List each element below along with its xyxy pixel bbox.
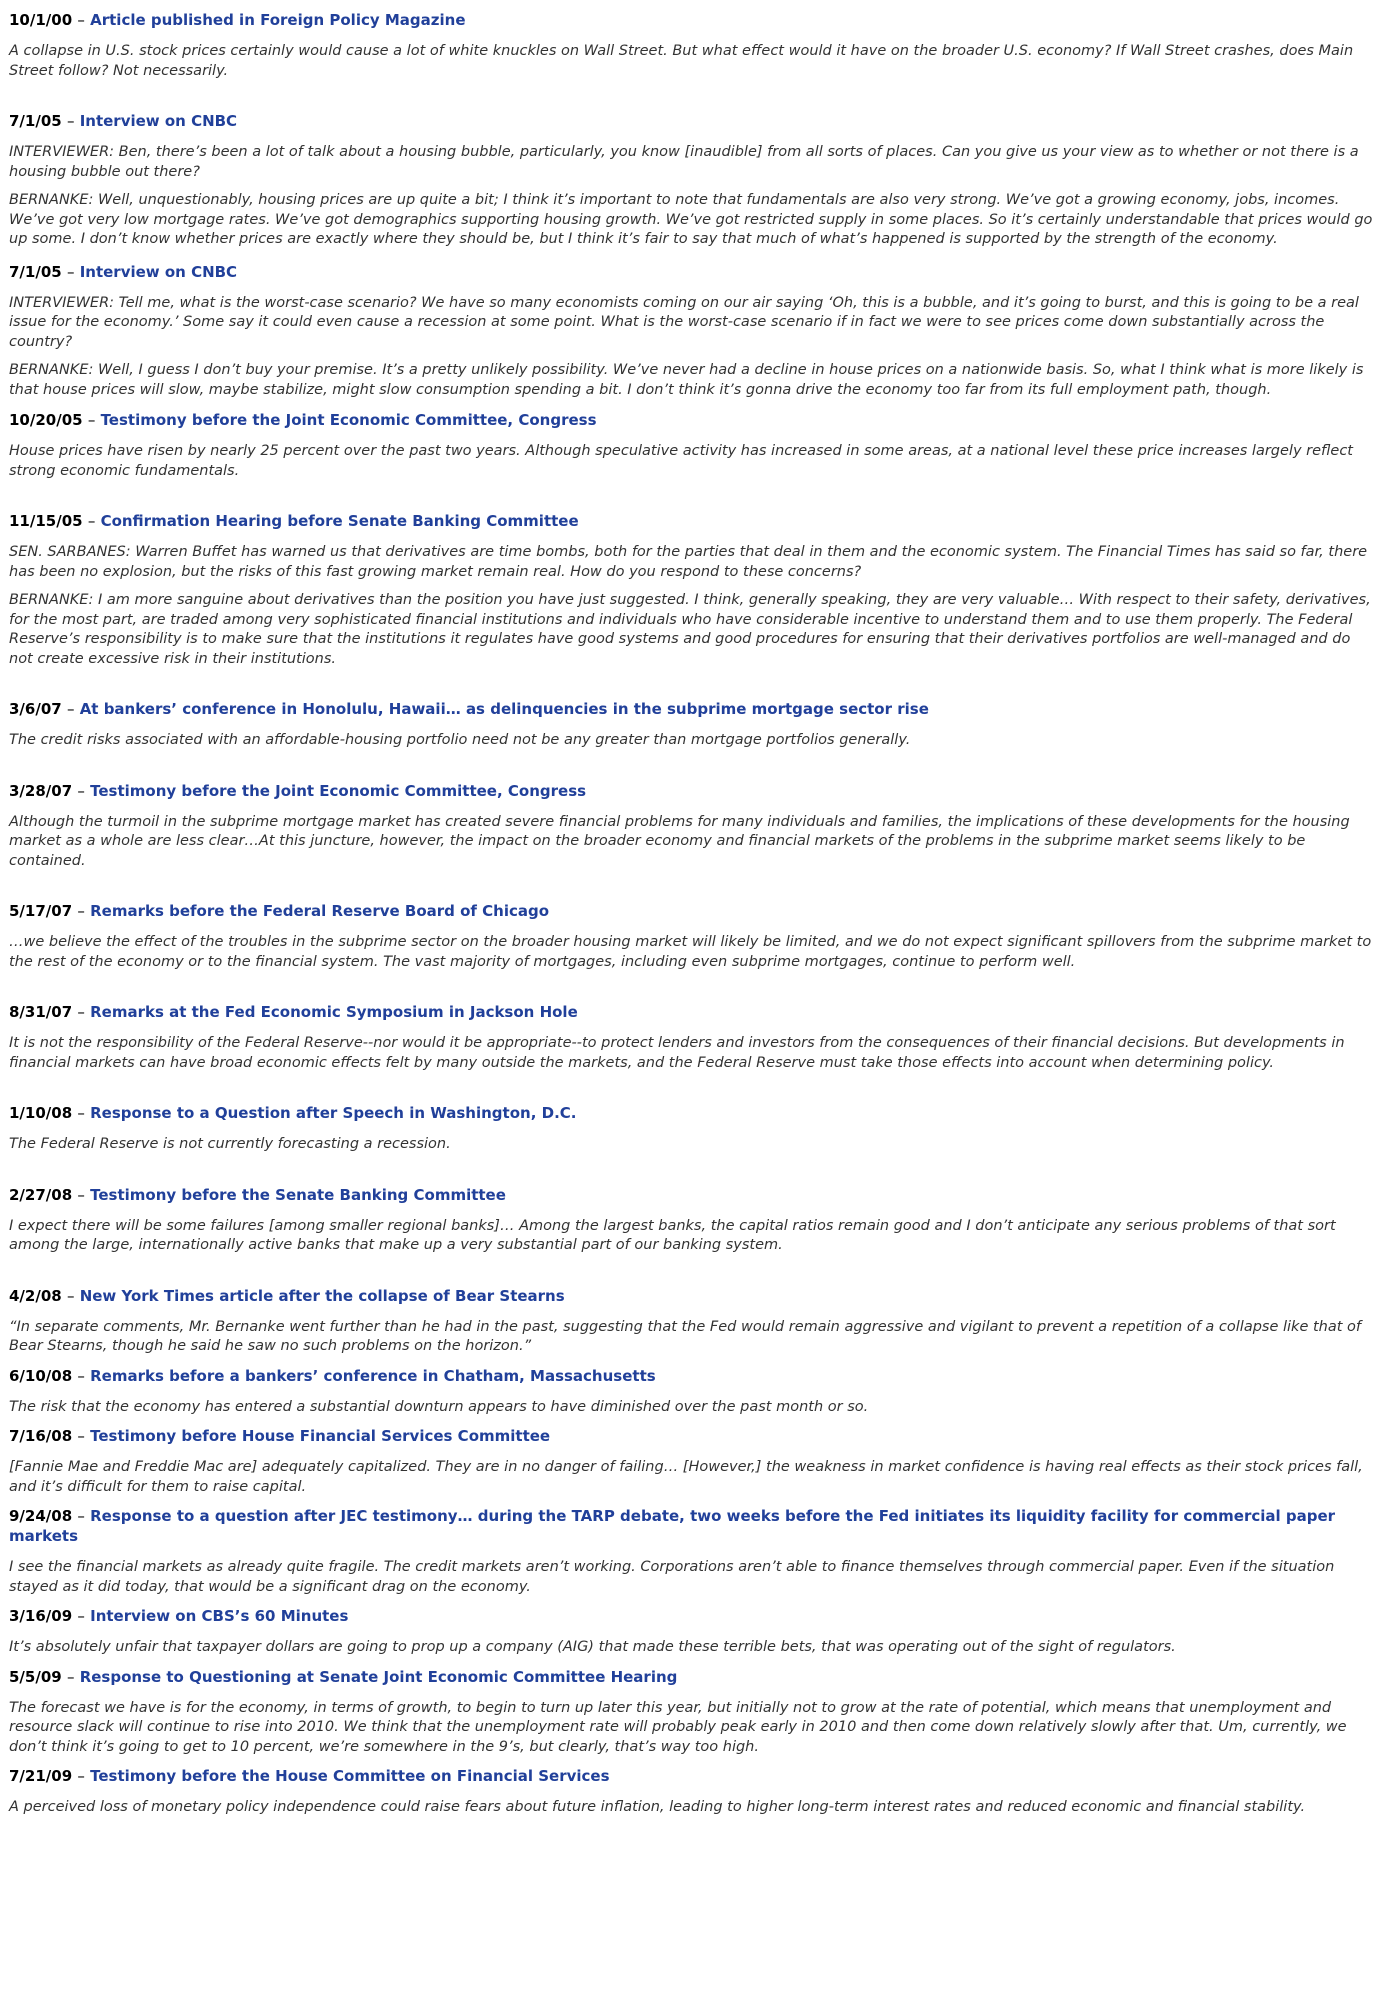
quote-paragraph: “In separate comments, Mr. Bernanke went further than he had in the past, suggesting that the Fed would remain aggressive and vigilant to prevent a repetition of a collapse like that of Bear Stearns, though he said he saw no such problems on the horizon.” bbox=[9, 1318, 1362, 1354]
date-separator: – bbox=[77, 11, 85, 29]
entry-heading bbox=[9, 1766, 1376, 1786]
date-separator: – bbox=[77, 1104, 85, 1122]
entry-source-link[interactable]: Interview on CNBC bbox=[79, 112, 238, 130]
timeline-entry bbox=[9, 410, 1376, 481]
entry-date: 3/28/07 bbox=[9, 781, 73, 800]
date-separator: – bbox=[77, 1607, 85, 1625]
entry-source-link[interactable]: Testimony before the House Committee on Financial Services bbox=[90, 1767, 610, 1785]
quote-paragraph: BERNANKE: Well, unquestionably, housing prices are up quite a bit; I think it’s important to note that fundamentals are also very strong. We’ve got a growing economy, jobs, incomes. We’ve got very low mortgage rates. We’ve got demographics supporting housing growth. We’ve got restricted supply in some places. So it’s certainly understandable that prices would go up some. I don’t know whether prices are exactly where they should be, but I think it’s fair to say that much of what’s happened is supported by the strength of the economy. bbox=[9, 192, 1373, 247]
entry-heading bbox=[9, 1667, 1376, 1687]
timeline-entry bbox=[9, 1506, 1376, 1597]
entry-heading bbox=[9, 410, 1376, 430]
entry-date: 9/24/08 bbox=[9, 1507, 73, 1525]
quote-paragraph: House prices have risen by nearly 25 percent over the past two years. Although speculative activity has increased in some areas, at a national level these price increases largely reflect strong economic fundamentals. bbox=[9, 443, 1353, 479]
entry-source-link[interactable]: Confirmation Hearing before Senate Banking Committee bbox=[100, 512, 579, 530]
timeline-entry bbox=[9, 1103, 1376, 1155]
entry-heading bbox=[9, 1103, 1376, 1123]
entry-heading bbox=[9, 1185, 1376, 1205]
entry-heading bbox=[9, 511, 1376, 531]
quote-paragraph: …we believe the effect of the troubles in the subprime sector on the broader housing market will likely be limited, and we do not expect significant spillovers from the subprime market to the rest of the economy or to the financial system. The vast majority of mortgages, including even subprime mortgages, continue to perform well. bbox=[9, 934, 1372, 970]
entry-source-link[interactable]: Remarks before a bankers’ conference in Chatham, Massachusetts bbox=[90, 1366, 656, 1385]
timeline-entry bbox=[9, 1366, 1376, 1418]
quote-paragraph: INTERVIEWER: Tell me, what is the worst-case scenario? We have so many economists coming on our air saying ‘Oh, this is a bubble, and it’s going to burst, and this is going to be a real issue for the economy.’ Some say it could even cause a recession at some point. What is the worst-case scenario if in fact we were to see prices come down substantially across the country? bbox=[9, 294, 1359, 350]
timeline-entry bbox=[9, 262, 1376, 401]
quote-paragraph: The risk that the economy has entered a substantial downturn appears to have diminished over the past month or so. bbox=[9, 1398, 869, 1415]
entry-source-link[interactable]: At bankers’ conference in Honolulu, Hawaii… as delinquencies in the subprime mortgage sector rise bbox=[79, 700, 929, 718]
date-separator: – bbox=[77, 1767, 85, 1785]
date-separator: – bbox=[77, 1185, 85, 1204]
entry-source-link[interactable]: Response to Questioning at Senate Joint Economic Committee Hearing bbox=[79, 1667, 678, 1686]
quote-paragraph: INTERVIEWER: Ben, there’s been a lot of talk about a housing bubble, particularly, you know [inaudible] from all sorts of places. Can you give us your view as to whether or not there is a housing bubble out there? bbox=[9, 144, 1359, 180]
entry-date: 10/20/05 bbox=[9, 411, 83, 429]
entry-date: 2/27/08 bbox=[9, 1185, 73, 1204]
timeline-entry bbox=[9, 1766, 1376, 1818]
entry-heading bbox=[9, 1606, 1376, 1626]
quote-paragraph: The forecast we have is for the economy, in terms of growth, to begin to turn up later this year, but initially not to grow at the rate of potential, which means that unemployment and resource slack will continue to rise into 2010. We think that the unemployment rate will probably peak early in 2010 and then come down relatively slowly after that. Um, currently, we don’t think it’s going to get to 10 percent, we’re somewhere in the 9’s, but clearly, that’s way too high. bbox=[9, 1699, 1347, 1755]
entry-date: 1/10/08 bbox=[9, 1104, 73, 1122]
entry-heading bbox=[9, 262, 1376, 282]
date-separator: – bbox=[77, 1427, 85, 1445]
entry-source-link[interactable]: Response to a question after JEC testimony… during the TARP debate, two weeks before the Fed initiates its liquidity facility for commercial paper markets bbox=[9, 1507, 1336, 1545]
entry-date: 3/16/09 bbox=[9, 1607, 73, 1625]
date-separator: – bbox=[66, 1667, 75, 1686]
entry-source-link[interactable]: Response to a Question after Speech in Washington, D.C. bbox=[90, 1104, 577, 1122]
entry-heading bbox=[9, 1002, 1376, 1022]
timeline-entry bbox=[9, 10, 1376, 81]
quote-paragraph: I see the financial markets as already quite fragile. The credit markets aren’t working. Corporations aren’t able to finance themselves through commercial paper. Even if the situation stayed as it did today, that would be a significant drag on the economy. bbox=[9, 1559, 1335, 1595]
entry-source-link[interactable]: Remarks at the Fed Economic Symposium in Jackson Hole bbox=[90, 1003, 578, 1021]
entry-date: 11/15/05 bbox=[9, 512, 83, 530]
date-separator: – bbox=[77, 1003, 85, 1021]
date-separator: – bbox=[66, 1286, 75, 1305]
date-separator: – bbox=[66, 700, 75, 718]
quote-paragraph: Although the turmoil in the subprime mortgage market has created severe financial problems for many individuals and families, the implications of these developments for the housing market as a whole are less clear…At this juncture, however, the impact on the broader economy and financial markets of the problems in the subprime market seems likely to be contained. bbox=[9, 813, 1350, 869]
entry-date: 3/6/07 bbox=[9, 700, 62, 718]
entry-source-link[interactable]: Remarks before the Federal Reserve Board of Chicago bbox=[90, 902, 550, 920]
entry-heading bbox=[9, 1426, 1376, 1446]
entry-source-link[interactable]: Interview on CNBC bbox=[79, 262, 238, 281]
date-separator: – bbox=[77, 1366, 85, 1385]
entry-date: 5/17/07 bbox=[9, 902, 73, 920]
quote-paragraph: BERNANKE: Well, I guess I don’t buy your premise. It’s a pretty unlikely possibility. We’ve never had a decline in house prices on a nationwide basis. So, what I think what is more likely is that house prices will slow, maybe stabilize, might slow consumption spending a bit. I don’t think it’s gonna drive the economy too far from its full employment path, though. bbox=[9, 362, 1364, 398]
entry-heading bbox=[9, 111, 1376, 131]
quote-paragraph: BERNANKE: I am more sanguine about derivatives than the position you have just suggested. I think, generally speaking, they are very valuable… With respect to their safety, derivatives, for the most part, are traded among very sophisticated financial institutions and individuals who have considerable incentive to understand them and to use them properly. The Federal Reserve’s responsibility is to make sure that the institutions it regulates have good systems and good procedures for ensuring that their derivatives portfolios are well-managed and do not create excessive risk in their institutions. bbox=[9, 592, 1371, 667]
quote-paragraph: The credit risks associated with an affordable-housing portfolio need not be any greater than mortgage portfolios generally. bbox=[9, 732, 911, 748]
timeline-entry bbox=[9, 1426, 1376, 1497]
quote-paragraph: I expect there will be some failures [among smaller regional banks]… Among the largest banks, the capital ratios remain good and I don’t anticipate any serious problems of that sort among the large, internationally active banks that make up a very substantial part of our banking system. bbox=[9, 1217, 1336, 1253]
quote-paragraph: [Fannie Mae and Freddie Mac are] adequately capitalized. They are in no danger of failing… [However,] the weakness in market confidence is having real effects as their stock prices fall, and it’s difficult for them to raise capital. bbox=[9, 1459, 1363, 1495]
entry-date: 4/2/08 bbox=[9, 1286, 62, 1305]
entry-date: 7/1/05 bbox=[9, 262, 62, 281]
entry-heading bbox=[9, 1286, 1376, 1306]
date-separator: – bbox=[77, 902, 85, 920]
timeline-entry bbox=[9, 1606, 1376, 1658]
entry-heading bbox=[9, 901, 1376, 921]
entry-heading bbox=[9, 10, 1376, 30]
entry-date: 5/5/09 bbox=[9, 1667, 62, 1686]
date-separator: – bbox=[77, 1507, 85, 1525]
entry-source-link[interactable]: Testimony before the Joint Economic Committee, Congress bbox=[100, 411, 597, 429]
timeline-entry bbox=[9, 699, 1376, 751]
entry-date: 6/10/08 bbox=[9, 1366, 73, 1385]
entry-heading bbox=[9, 781, 1376, 801]
quote-paragraph: It’s absolutely unfair that taxpayer dollars are going to prop up a company (AIG) that made these terrible bets, that was operating out of the sight of regulators. bbox=[9, 1639, 1176, 1655]
entry-source-link[interactable]: Testimony before the Joint Economic Committee, Congress bbox=[90, 781, 587, 800]
timeline-entry bbox=[9, 111, 1376, 250]
date-separator: – bbox=[66, 262, 75, 281]
entry-source-link[interactable]: New York Times article after the collapse of Bear Stearns bbox=[79, 1286, 565, 1305]
entry-date: 7/21/09 bbox=[9, 1767, 73, 1785]
entry-heading bbox=[9, 1366, 1376, 1386]
entry-date: 7/16/08 bbox=[9, 1427, 73, 1445]
quote-paragraph: SEN. SARBANES: Warren Buffet has warned us that derivatives are time bombs, both for the parties that deal in them and the economic system. The Financial Times has said so far, there has been no explosion, but the risks of this fast growing market remain real. How do you respond to these concerns? bbox=[9, 544, 1368, 580]
timeline-entry bbox=[9, 1286, 1376, 1357]
quote-paragraph: A collapse in U.S. stock prices certainly would cause a lot of white knuckles on Wall Street. But what effect would it have on the broader U.S. economy? If Wall Street crashes, does Main Street follow? Not necessarily. bbox=[9, 43, 1354, 79]
date-separator: – bbox=[77, 781, 85, 800]
quote-paragraph: A perceived loss of monetary policy independence could raise fears about future inflation, leading to higher long-term interest rates and reduced economic and financial stability. bbox=[9, 1799, 1306, 1815]
entry-heading bbox=[9, 699, 1376, 719]
date-separator: – bbox=[66, 112, 75, 130]
timeline-entry bbox=[9, 781, 1376, 872]
timeline-entry bbox=[9, 1002, 1376, 1073]
date-separator: – bbox=[87, 512, 96, 530]
timeline-entry bbox=[9, 901, 1376, 972]
timeline-entry bbox=[9, 511, 1376, 669]
timeline-entry bbox=[9, 1667, 1376, 1758]
entry-date: 7/1/05 bbox=[9, 112, 62, 130]
entry-date: 10/1/00 bbox=[9, 11, 73, 29]
quote-paragraph: It is not the responsibility of the Federal Reserve--nor would it be appropriate--to protect lenders and investors from the consequences of their financial decisions. But developments in financial markets can have broad economic effects felt by many outside the markets, and the Federal Reserve must take those effects into account when determining policy. bbox=[9, 1035, 1345, 1071]
timeline-entry bbox=[9, 1185, 1376, 1256]
quote-paragraph: The Federal Reserve is not currently forecasting a recession. bbox=[9, 1136, 451, 1152]
entry-heading bbox=[9, 1506, 1376, 1546]
entry-date: 8/31/07 bbox=[9, 1003, 73, 1021]
entry-source-link[interactable]: Testimony before the Senate Banking Committee bbox=[90, 1185, 506, 1204]
date-separator: – bbox=[87, 411, 96, 429]
entry-source-link[interactable]: Interview on CBS’s 60 Minutes bbox=[90, 1607, 349, 1625]
entry-source-link[interactable]: Testimony before House Financial Services Committee bbox=[90, 1427, 551, 1445]
entry-source-link[interactable]: Article published in Foreign Policy Magazine bbox=[90, 11, 466, 29]
